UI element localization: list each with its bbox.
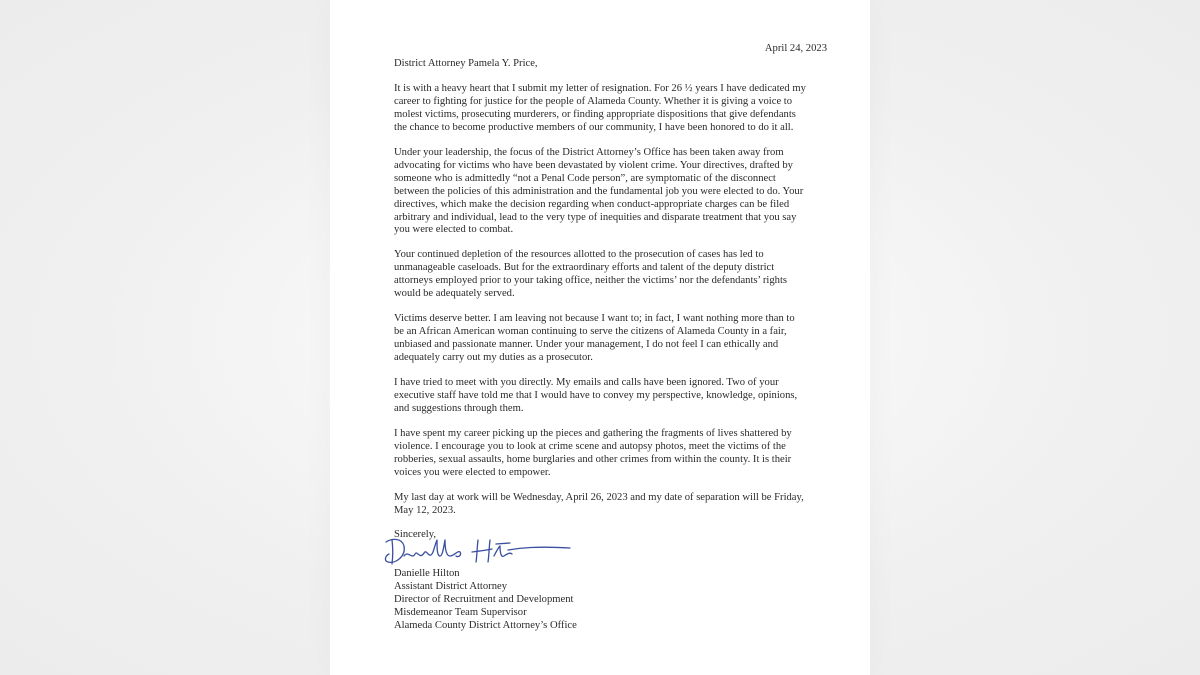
paragraph-line: molest victims, prosecuting murderers, or finding appropriate dispositions that give defendants (394, 108, 796, 120)
paragraph-6 (394, 428, 840, 480)
paragraph-4 (394, 313, 840, 365)
paragraph-line: between the policies of this administration and the fundamental job you were elected to do. Your (394, 185, 804, 197)
signer-office: Alameda County District Attorney’s Office (394, 619, 577, 631)
paragraph-line: arbitrary and individual, lead to the very type of inequities and disparate treatment that you say (394, 211, 797, 223)
paragraph-line: and suggestions through them. (394, 402, 524, 414)
paragraph-line: voices you were elected to empower. (394, 466, 551, 478)
paragraph-line: Your continued depletion of the resources allotted to the prosecution of cases has led to (394, 249, 764, 260)
paragraph-line: be an African American woman continuing to serve the citizens of Alameda County in a fair, (394, 325, 787, 337)
signature-block (394, 568, 577, 633)
signer-title: Misdemeanor Team Supervisor (394, 606, 527, 618)
paragraph-2 (394, 147, 840, 237)
paragraph-line: I have spent my career picking up the pieces and gathering the fragments of lives shattered by (394, 428, 792, 439)
paragraph-line: Victims deserve better. I am leaving not because I want to; in fact, I want nothing more than to (394, 313, 795, 324)
resignation-letter (330, 0, 870, 675)
paragraph-line: advocating for victims who have been devastated by violent crime. Your directives, drafted by (394, 159, 793, 171)
paragraph-line: unmanageable caseloads. But for the extraordinary efforts and talent of the deputy district (394, 261, 775, 273)
signer-title: Director of Recruitment and Development (394, 593, 574, 605)
paragraph-1 (394, 83, 840, 135)
paragraph-line: would be adequately served. (394, 287, 515, 299)
paragraph-line: attorneys employed prior to your taking office, neither the victims’ nor the defendants’ rights (394, 274, 788, 286)
paragraph-line: you were elected to combat. (394, 224, 514, 236)
letter-date: April 24, 2023 (764, 43, 827, 54)
signer-name: Danielle Hilton (394, 568, 460, 579)
paragraph-5 (394, 377, 840, 416)
closing: Sincerely, (394, 529, 436, 540)
paragraph-line: robberies, sexual assaults, home burglaries and other crimes from within the county. It is their (394, 453, 792, 465)
paragraph-7 (394, 492, 840, 518)
paragraph-line: directives, which make the decision regarding when conduct-appropriate charges can be filed (394, 198, 790, 210)
paragraph-line: I have tried to meet with you directly. My emails and calls have been ignored. Two of your (394, 377, 779, 388)
paragraph-3 (394, 249, 840, 301)
paragraph-line: violence. I encourage you to look at crime scene and autopsy photos, meet the victims of the (394, 440, 786, 452)
salutation: District Attorney Pamela Y. Price, (394, 58, 538, 69)
paragraph-line: someone who is admittedly “not a Penal Code person”, are symptomatic of the disconnect (394, 172, 776, 184)
signer-title: Assistant District Attorney (394, 580, 507, 592)
paragraph-line: unbiased and passionate manner. Under your management, I do not feel I can ethically and (394, 338, 779, 350)
paragraph-line: It is with a heavy heart that I submit my letter of resignation. For 26 ½ years I have dedicated my (394, 83, 806, 94)
paragraph-line: career to fighting for justice for the people of Alameda County. Whether it is giving a voice to (394, 95, 793, 107)
paragraph-line: executive staff have told me that I would have to convey my perspective, knowledge, opinions, (394, 389, 798, 401)
paragraph-line: the chance to become productive members of our community, I have been honored to do it all. (394, 121, 794, 133)
paragraph-line: adequately carry out my duties as a prosecutor. (394, 351, 593, 363)
paragraph-line: My last day at work will be Wednesday, April 26, 2023 and my date of separation will be Friday, (394, 492, 804, 503)
paragraph-line: May 12, 2023. (394, 504, 456, 516)
paragraph-line: Under your leadership, the focus of the District Attorney’s Office has been taken away from (394, 147, 784, 158)
